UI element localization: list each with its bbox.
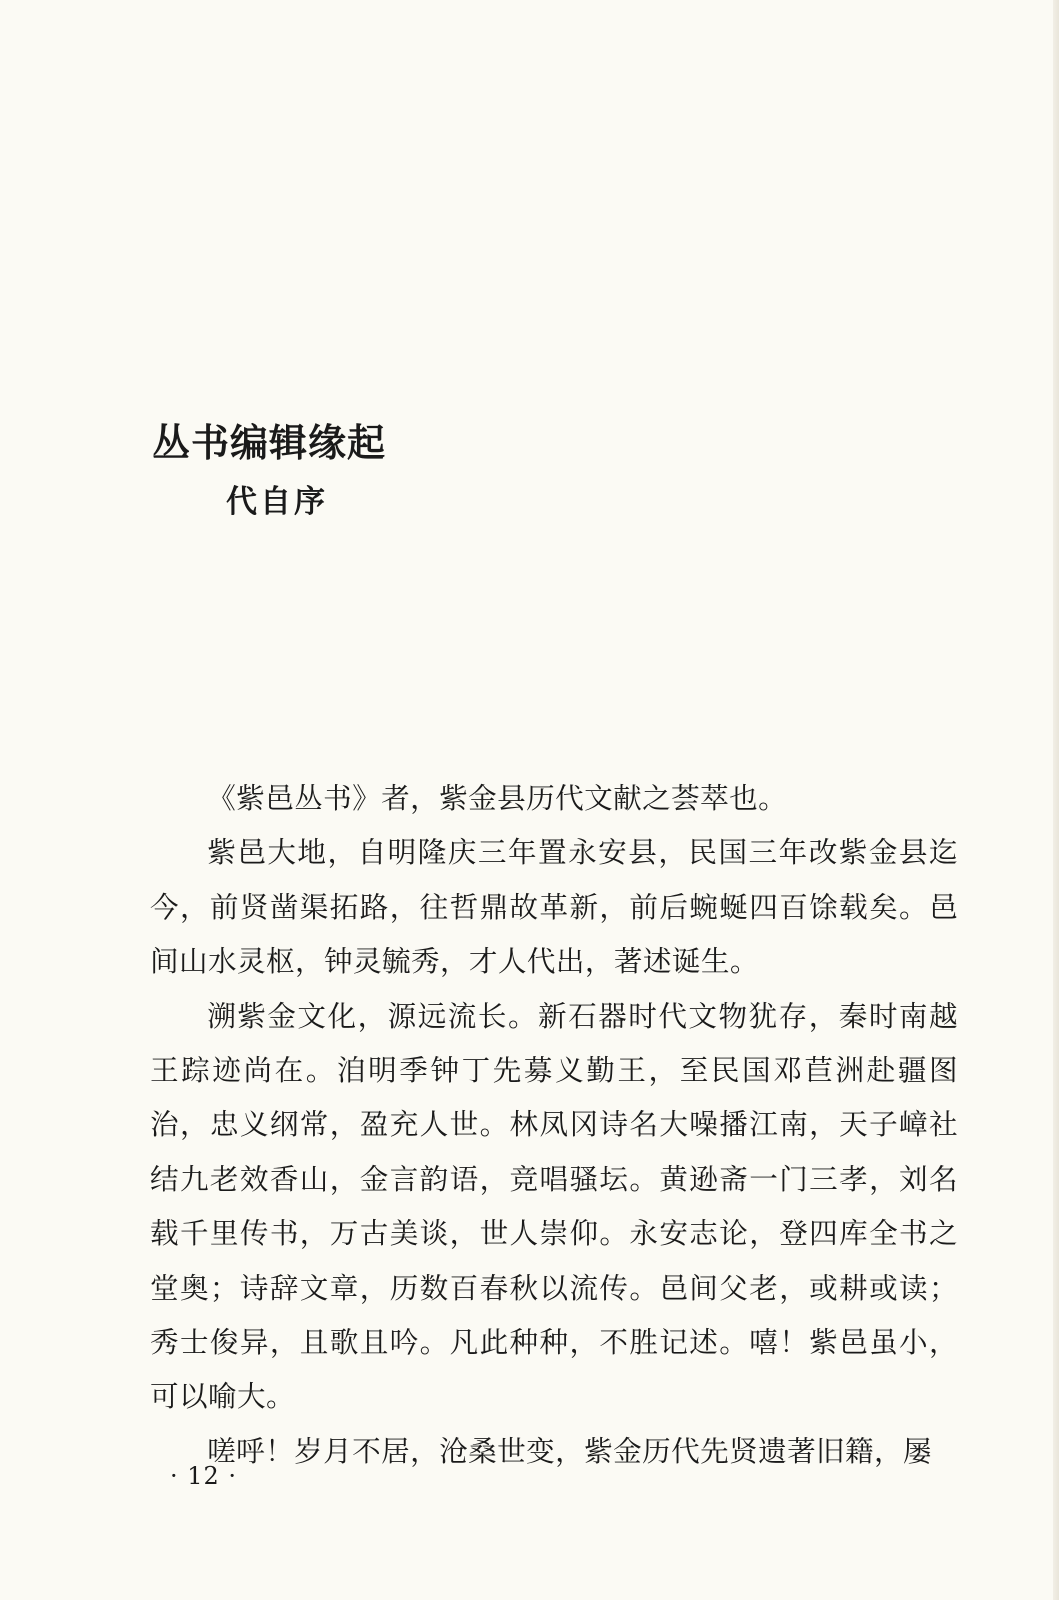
body-text xyxy=(150,771,958,1478)
page-title: 丛书编辑缘起 xyxy=(152,421,387,465)
paragraph: 溯紫金文化，源远流长。新石器时代文物犹存，秦时南越王踪迹尚在。洎明季钟丁先募义勤王，至民国邓苣洲赴疆图治，忠义纲常，盈充人世。林凤冈诗名大噪播江南，天子嶂社结九老效香山，金言韵语，竞唱骚坛。黄逊斋一门三孝，刘名载千里传书，万古美谈，世人崇仰。永安志论，登四库全书之堂奥；诗辞文章，历数百春秋以流传。邑间父老，或耕或读；秀士俊异，且歌且吟。凡此种种，不胜记述。嘻！紫邑虽小，可以喻大。 xyxy=(150,998,958,1414)
paragraph: 《紫邑丛书》者，紫金县历代文献之荟萃也。 xyxy=(207,781,788,815)
page-number: · 12 · xyxy=(170,1462,238,1490)
paragraph: 紫邑大地，自明隆庆三年置永安县，民国三年改紫金县迄今，前贤凿渠拓路，往哲鼎故革新，前后蜿蜒四百馀载矣。邑间山水灵枢，钟灵毓秀，才人代出，著述诞生。 xyxy=(150,835,958,979)
paragraph: 嗟呼！岁月不居，沧桑世变，紫金历代先贤遗著旧籍，屡 xyxy=(207,1433,933,1468)
page-edge-shadow xyxy=(1053,0,1059,1600)
page-subtitle: 代自序 xyxy=(226,484,328,520)
